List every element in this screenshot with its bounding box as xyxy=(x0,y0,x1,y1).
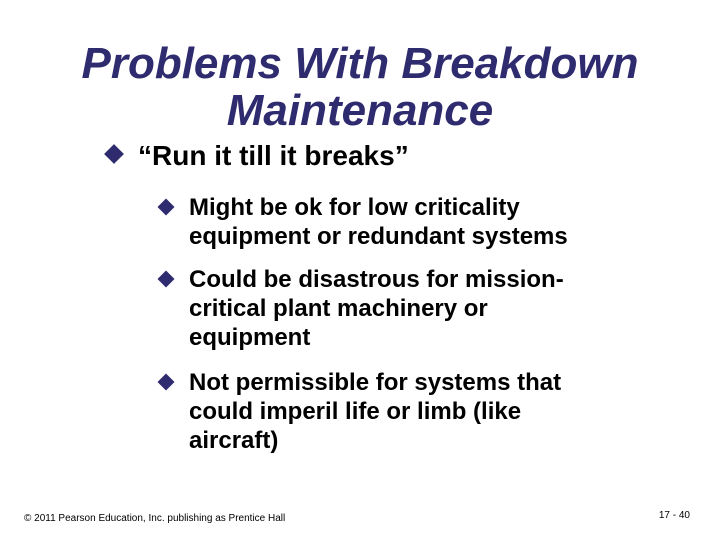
sub-bullet-line: could imperil life or limb (like xyxy=(189,398,522,425)
sub-bullet-line: Not permissible for systems that xyxy=(189,369,562,396)
sub-bullet-line: equipment or redundant systems xyxy=(189,223,568,250)
slide-title-line-2: Maintenance xyxy=(226,86,494,135)
sub-bullet-text xyxy=(189,265,649,352)
sub-bullet-text xyxy=(189,193,649,251)
diamond-bullet-icon xyxy=(158,374,175,391)
page-number: 17 - 40 xyxy=(658,510,690,521)
main-bullet-text: “Run it till it breaks” xyxy=(138,140,409,171)
sub-bullet-line: Could be disastrous for mission- xyxy=(189,266,564,293)
slide-title-line-1: Problems With Breakdown xyxy=(81,39,639,88)
sub-bullet-line: aircraft) xyxy=(189,427,279,454)
diamond-bullet-icon xyxy=(158,271,175,288)
slide-title xyxy=(60,40,660,134)
copyright-footer: © 2011 Pearson Education, Inc. publishing as Prentice Hall xyxy=(24,513,286,524)
sub-bullet-line: critical plant machinery or xyxy=(189,295,488,322)
diamond-bullet-icon xyxy=(158,199,175,216)
sub-bullet-text xyxy=(189,368,649,455)
diamond-bullet-icon xyxy=(104,144,124,164)
sub-bullet-line: Might be ok for low criticality xyxy=(189,194,520,221)
sub-bullet-line: equipment xyxy=(189,324,311,351)
